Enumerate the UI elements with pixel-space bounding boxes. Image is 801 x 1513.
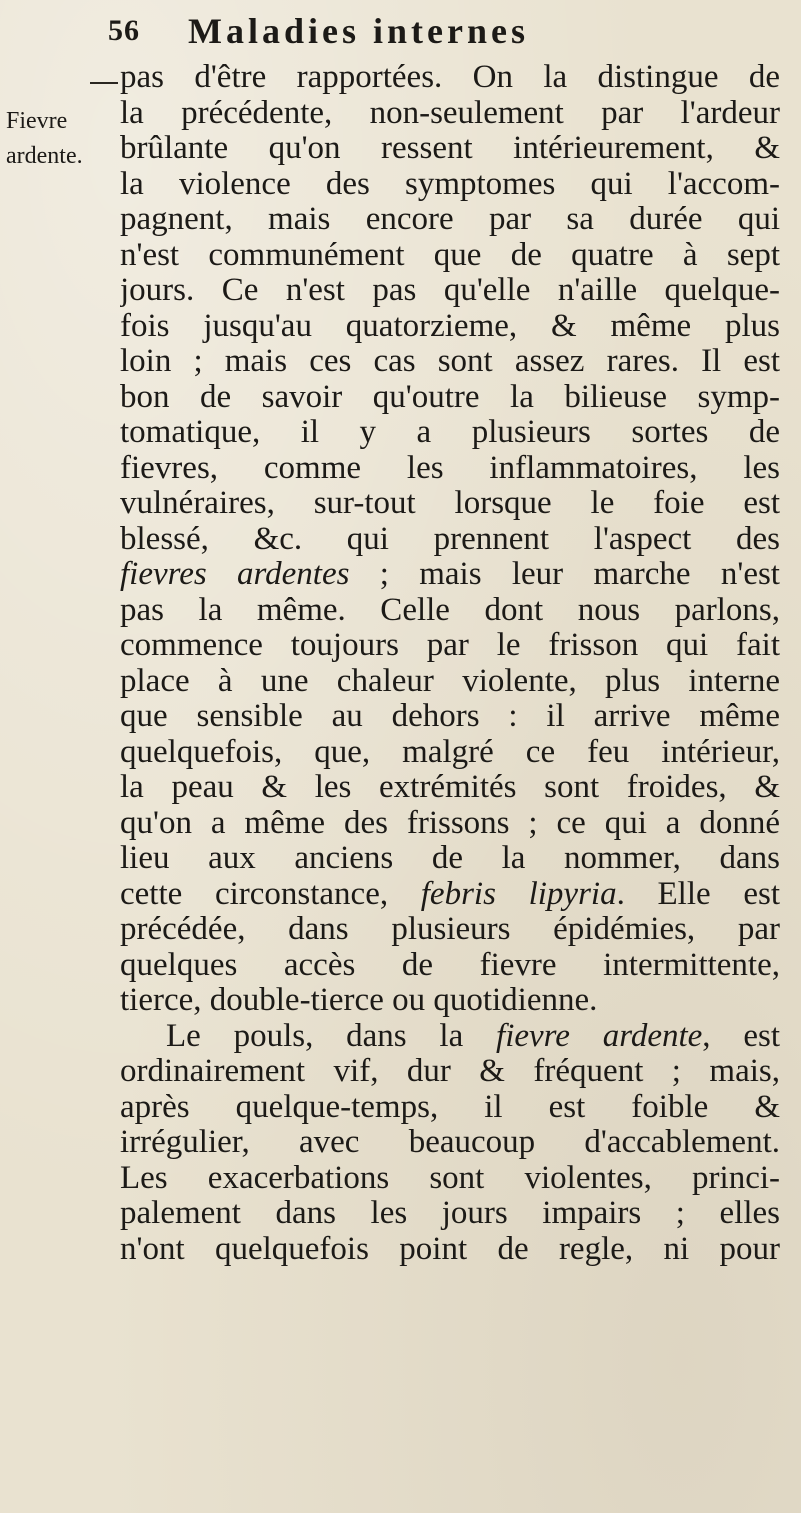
text-line: pas d'être rapportées. On la distingue de: [120, 60, 780, 95]
text-line: vulnéraires, sur-tout lorsque le foie est: [120, 486, 780, 521]
text-line: irrégulier, avec beaucoup d'accablement.: [120, 1125, 780, 1160]
margin-note-line: Fievre: [6, 108, 68, 134]
text-line: que sensible au dehors : il arrive même: [120, 699, 780, 734]
text-line: pagnent, mais encore par sa durée qui: [120, 202, 780, 237]
text-line: bon de savoir qu'outre la bilieuse symp-: [120, 379, 780, 415]
text-line: tomatique, il y a plusieurs sortes de: [120, 415, 780, 450]
body-text: [120, 60, 780, 1267]
text-line: la violence des symptomes qui l'accom-: [120, 166, 780, 202]
text-line: fievres, comme les inflammatoires, les: [120, 450, 780, 486]
text-line: tierce, double-tierce ou quotidienne.: [120, 983, 598, 1018]
text-line: place à une chaleur violente, plus interne: [120, 663, 780, 699]
margin-note-line: ardente.: [6, 143, 83, 169]
text-line: la peau & les extrémités sont froides, &: [120, 770, 780, 805]
text-line: ordinairement vif, dur & fréquent ; mais,: [120, 1054, 780, 1089]
page-number: 56: [108, 14, 140, 47]
margin-note: [6, 104, 96, 174]
running-title: Maladies internes: [188, 11, 529, 51]
text-line: palement dans les jours impairs ; elles: [120, 1196, 780, 1231]
text-line: n'est communément que de quatre à sept: [120, 237, 780, 273]
header-rule: [90, 82, 118, 84]
text-line: Les exacerbations sont violentes, princi-: [120, 1160, 780, 1196]
text-line: Le pouls, dans la fievre ardente, est: [166, 1018, 780, 1054]
text-line: commence toujours par le frisson qui fait: [120, 628, 780, 663]
text-line: après quelque-temps, il est foible &: [120, 1089, 780, 1125]
text-line: brûlante qu'on ressent intérieurement, &: [120, 131, 780, 166]
text-line: précédée, dans plusieurs épidémies, par: [120, 912, 780, 947]
text-line: qu'on a même des frissons ; ce qui a donné: [120, 805, 780, 841]
text-line: fievres ardentes ; mais leur marche n'est: [120, 557, 780, 592]
text-line: loin ; mais ces cas sont assez rares. Il est: [120, 344, 780, 379]
text-line: pas la même. Celle dont nous parlons,: [120, 592, 780, 628]
text-line: jours. Ce n'est pas qu'elle n'aille quelque-: [120, 273, 780, 308]
text-line: cette circonstance, febris lipyria. Elle est: [120, 876, 780, 912]
text-line: la précédente, non-seulement par l'ardeur: [120, 95, 780, 131]
text-line: fois jusqu'au quatorzieme, & même plus: [120, 308, 780, 344]
text-line: n'ont quelquefois point de regle, ni pour: [120, 1231, 780, 1267]
page-header: [108, 8, 708, 56]
text-line: quelques accès de fievre intermittente,: [120, 947, 780, 983]
text-line: blessé, &c. qui prennent l'aspect des: [120, 521, 780, 557]
text-line: lieu aux anciens de la nommer, dans: [120, 841, 780, 876]
text-line: quelquefois, que, malgré ce feu intérieur,: [120, 734, 780, 770]
